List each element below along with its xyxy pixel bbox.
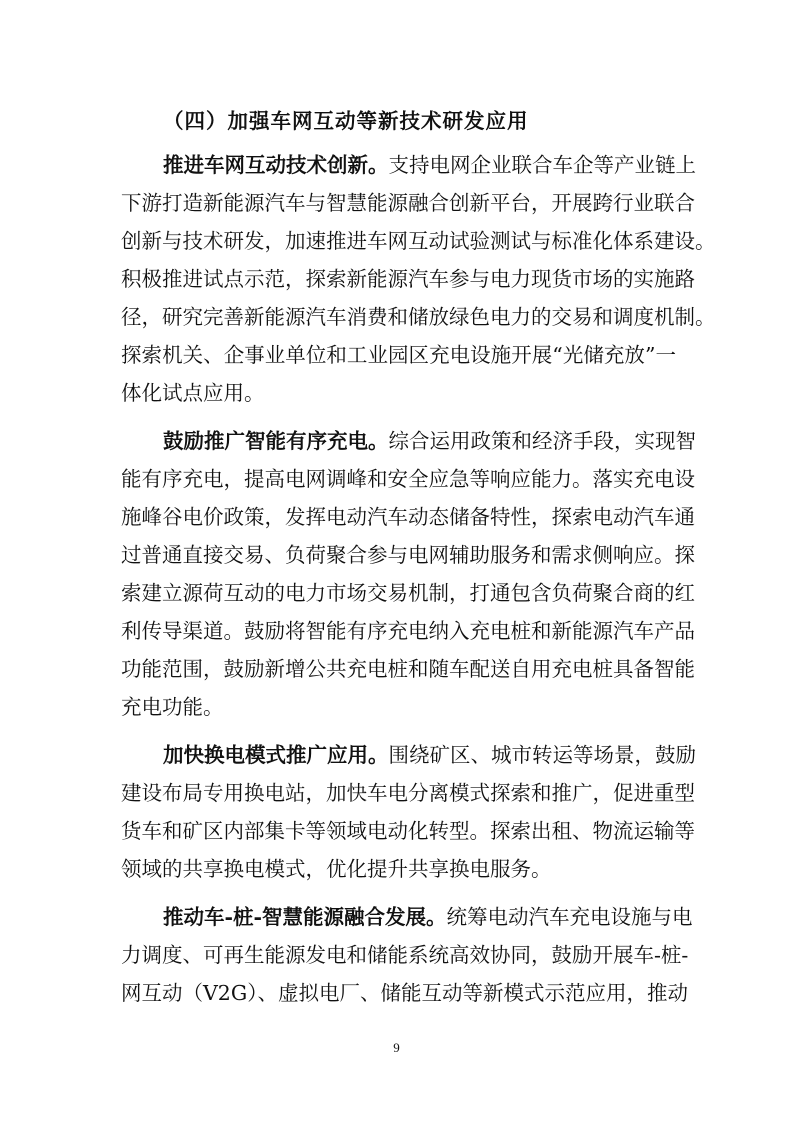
- paragraph-text: 支持电网企业联合车企等产业链上: [388, 153, 696, 177]
- paragraph-line: 建设布局专用换电站，加快车电分离模式探索和推广，促进重型: [121, 781, 695, 805]
- paragraph-lead: 推进车网互动技术创新。: [163, 153, 389, 177]
- paragraph-line: 径，研究完善新能源汽车消费和储放绿色电力的交易和调度机制。: [121, 305, 716, 329]
- paragraph-line: 索建立源荷互动的电力市场交易机制，打通包含负荷聚合商的红: [121, 581, 695, 605]
- paragraph-line: [163, 426, 696, 456]
- paragraph-line: 力调度、可再生能源发电和储能系统高效协同，鼓励开展车-桩-: [121, 943, 689, 967]
- paragraph-line: 施峰谷电价政策，发挥电动汽车动态储备特性，探索电动汽车通: [121, 505, 695, 529]
- paragraph-text: 围绕矿区、城市转运等场景，鼓励: [388, 743, 696, 767]
- paragraph-line: 体化试点应用。: [121, 381, 265, 405]
- paragraph-line: 功能范围，鼓励新增公共充电桩和随车配送自用充电桩具备智能: [121, 657, 695, 681]
- paragraph-line: 领域的共享换电模式，优化提升共享换电服务。: [121, 857, 552, 881]
- paragraph-line: 过普通直接交易、负荷聚合参与电网辅助服务和需求侧响应。探: [121, 543, 695, 567]
- page-number: 9: [393, 1040, 400, 1055]
- paragraph-line: 积极推进试点示范，探索新能源汽车参与电力现货市场的实施路: [121, 267, 695, 291]
- paragraph-line: 能有序充电，提高电网调峰和安全应急等响应能力。落实充电设: [121, 467, 695, 491]
- paragraph-line: 创新与技术研发，加速推进车网互动试验测试与标准化体系建设。: [121, 229, 716, 253]
- section-heading: （四）加强车网互动等新技术研发应用: [163, 109, 529, 133]
- paragraph-lead: 推动车-桩-智慧能源融合发展。: [163, 905, 447, 929]
- paragraph-line: 下游打造新能源汽车与智慧能源融合创新平台，开展跨行业联合: [121, 191, 695, 215]
- paragraph-line: 探索机关、企事业单位和工业园区充电设施开展“光储充放”一: [121, 343, 676, 367]
- paragraph-line: 利传导渠道。鼓励将智能有序充电纳入充电桩和新能源汽车产品: [121, 619, 695, 643]
- paragraph-text: 综合运用政策和经济手段，实现智: [388, 429, 696, 453]
- paragraph-lead: 鼓励推广智能有序充电。: [163, 429, 389, 453]
- paragraph-line: 网互动（V2G）、虚拟电厂、储能互动等新模式示范应用，推动: [121, 981, 688, 1005]
- paragraph-line: 货车和矿区内部集卡等领域电动化转型。探索出租、物流运输等: [121, 819, 695, 843]
- paragraph-line: [163, 740, 696, 770]
- paragraph-lead: 加快换电模式推广应用。: [163, 743, 389, 767]
- paragraph-line: [163, 902, 693, 932]
- paragraph-line: 充电功能。: [121, 695, 224, 719]
- paragraph-line: [163, 150, 696, 180]
- paragraph-text: 统筹电动汽车充电设施与电: [446, 905, 693, 929]
